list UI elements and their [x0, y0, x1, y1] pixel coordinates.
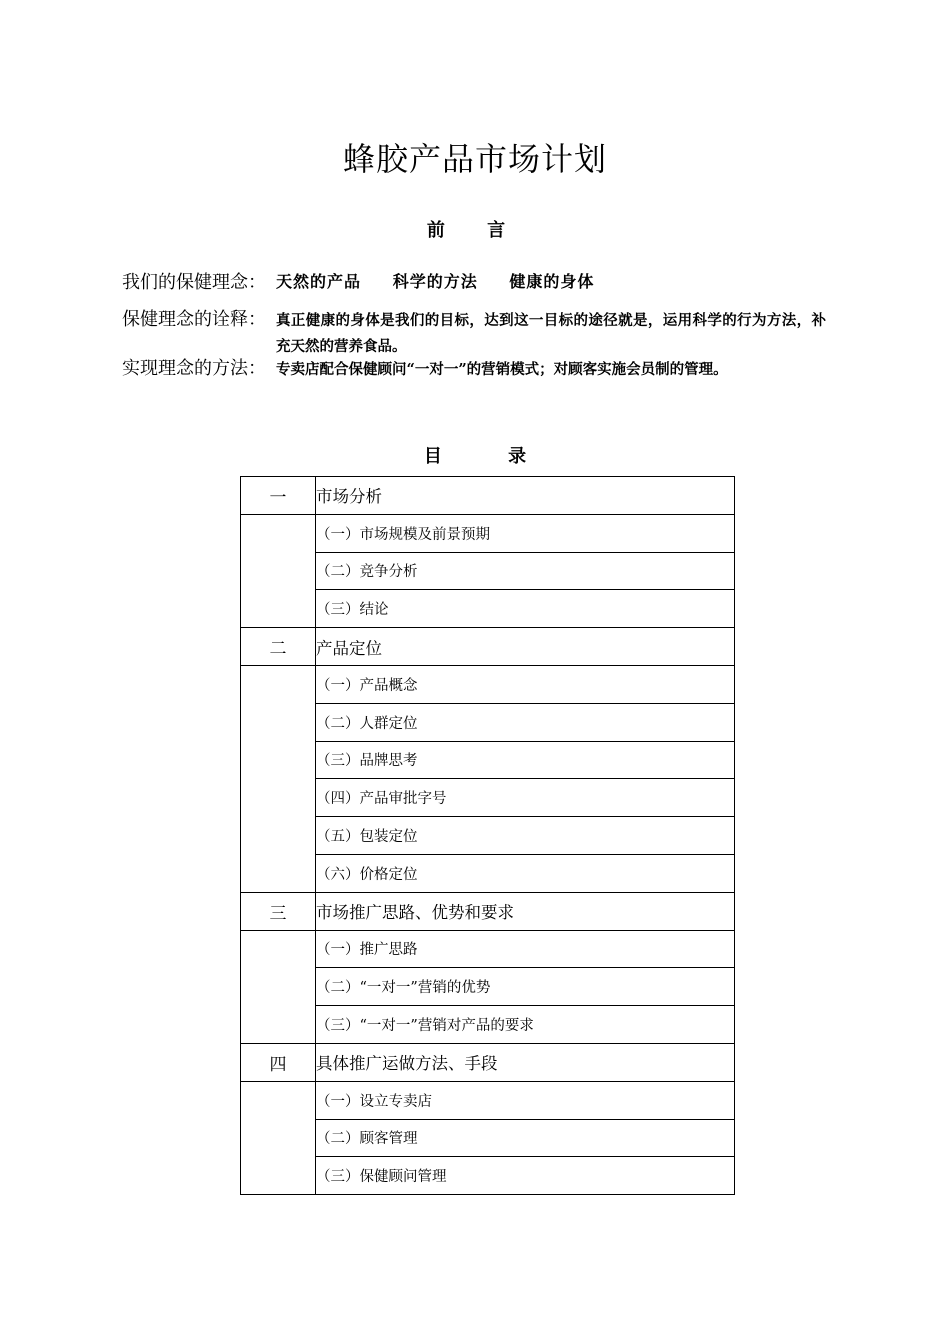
toc-section-row	[241, 477, 735, 515]
toc-item: （一）市场规模及前景预期	[316, 514, 735, 552]
toc-item-row	[241, 741, 735, 779]
philosophy-label: 我们的保健理念：	[122, 272, 266, 293]
table-of-contents	[240, 476, 735, 1195]
toc-blank-cell	[241, 665, 316, 892]
toc-section-row	[241, 1043, 735, 1081]
toc-item: （三）结论	[316, 590, 735, 628]
toc-heading: 目 录	[423, 446, 557, 467]
toc-blank-cell	[241, 514, 316, 627]
toc-item: （二）顾客管理	[316, 1119, 735, 1157]
toc-item-row	[241, 854, 735, 892]
toc-item-row	[241, 665, 735, 703]
toc-item: （三）“一对一”营销对产品的要求	[316, 1006, 735, 1044]
toc-section-title: 市场分析	[316, 477, 735, 515]
toc-item-row	[241, 552, 735, 590]
toc-item-row	[241, 590, 735, 628]
toc-section-number: 二	[241, 628, 316, 666]
method-label: 实现理念的方法：	[122, 358, 266, 379]
toc-item: （三）保健顾问管理	[316, 1157, 735, 1195]
toc-item-row	[241, 779, 735, 817]
philosophy-text: 天然的产品 科学的方法 健康的身体	[276, 272, 595, 291]
toc-item: （二）竞争分析	[316, 552, 735, 590]
toc-item: （一）推广思路	[316, 930, 735, 968]
toc-item-row	[241, 1006, 735, 1044]
toc-item-row	[241, 817, 735, 855]
preface-heading: 前 言	[426, 220, 524, 241]
method-text: 专卖店配合保健顾问“一对一”的营销模式；对顾客实施会员制的管理。	[276, 361, 728, 378]
toc-section-number: 三	[241, 892, 316, 930]
toc-item-row	[241, 514, 735, 552]
toc-blank-cell	[241, 930, 316, 1043]
toc-item: （二）“一对一”营销的优势	[316, 968, 735, 1006]
toc-item: （三）品牌思考	[316, 741, 735, 779]
toc-item: （二）人群定位	[316, 703, 735, 741]
toc-section-number: 四	[241, 1043, 316, 1081]
toc-section-title: 具体推广运做方法、手段	[316, 1043, 735, 1081]
interpretation-label: 保健理念的诠释：	[122, 309, 266, 330]
toc-item-row	[241, 968, 735, 1006]
toc-section-row	[241, 628, 735, 666]
interpretation-text: 真正健康的身体是我们的目标，达到这一目标的途径就是，运用科学的行为方法，补充天然的营养食品。	[276, 312, 826, 355]
toc-blank-cell	[241, 1081, 316, 1194]
toc-item-row	[241, 1157, 735, 1195]
toc-section-row	[241, 892, 735, 930]
toc-item: （一）产品概念	[316, 665, 735, 703]
toc-item-row	[241, 1119, 735, 1157]
toc-item: （一）设立专卖店	[316, 1081, 735, 1119]
toc-section-title: 产品定位	[316, 628, 735, 666]
toc-item: （五）包装定位	[316, 817, 735, 855]
toc-item-row	[241, 930, 735, 968]
toc-item: （四）产品审批字号	[316, 779, 735, 817]
toc-item-row	[241, 1081, 735, 1119]
document-title: 蜂胶产品市场计划	[342, 140, 607, 178]
toc-section-number: 一	[241, 477, 316, 515]
toc-item-row	[241, 703, 735, 741]
toc-section-title: 市场推广思路、优势和要求	[316, 892, 735, 930]
toc-item: （六）价格定位	[316, 854, 735, 892]
